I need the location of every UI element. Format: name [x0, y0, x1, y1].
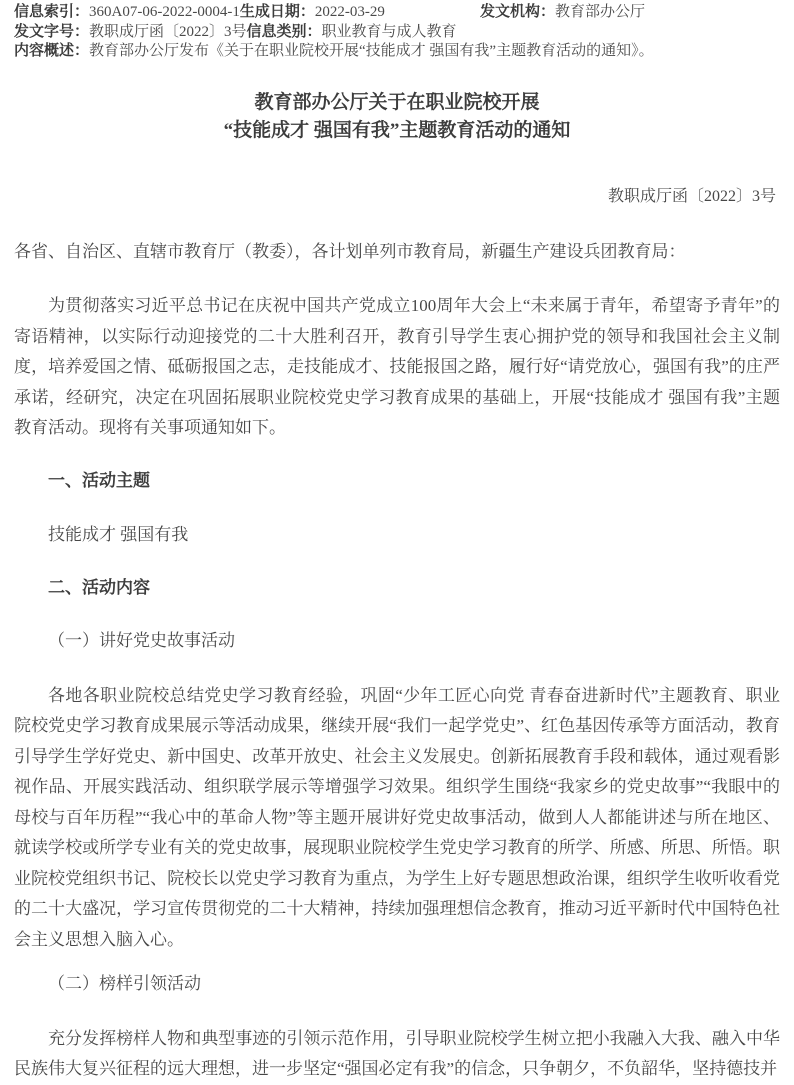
meta-label-info-index: 信息索引：	[14, 4, 90, 20]
paragraph-intro: 为贯彻落实习近平总书记在庆祝中国共产党成立100周年大会上“未来属于青年，希望寄予青年”的寄语精神，以实际行动迎接党的二十大胜利召开，教育引导学生衷心拥护党的领导和我国社会主义制度，培养爱国之情、砥砺报国之志，走技能成才、技能报国之路，履行好“请党放心，强国有我”的庄严承诺，经研究，决定在巩固拓展职业院校党史学习教育成果的基础上，开展“技能成才 强国有我”主题教育活动。现将有关事项通知如下。	[14, 296, 780, 437]
meta-value-doc-number: 教职成厅函〔2022〕3号	[89, 23, 247, 40]
paragraph-party-history: 各地各职业院校总结党史学习教育经验，巩固“少年工匠心向党 青春奋进新时代”主题教育、职业院校党史学习教育成果展示等活动成果，继续开展“我们一起学党史”、红色基因传承等方面活动，教育引导学生学好党史、新中国史、改革开放史、社会主义发展史。创新拓展教育手段和载体，通过观看影视作品、开展实践活动、组织联学展示等增强学习效果。组织学生围绕“我家乡的党史故事”“我眼中的母校与百年历程”“我心中的革命人物”等主题开展讲好党史故事活动，做到人人都能讲述与所在地区、就读学校或所学专业有关的党史故事，展现职业院校学生党史学习教育的所学、所感、所思、所悟。职业院校党组织书记、院校长以党史学习教育为重点，为学生上好专题思想政治课，组织学生收听收看党的二十大盛况，学习宣传贯彻党的二十大精神，持续加强理想信念教育，推动习近平新时代中国特色社会主义思想入脑入心。	[14, 685, 780, 949]
document-number: 教职成厅函〔2022〕3号	[607, 187, 776, 205]
meta-label-generate-date: 生成日期：	[239, 4, 315, 20]
meta-value-issuing-agency: 教育部办公厅	[555, 4, 646, 20]
document-meta	[14, 3, 780, 62]
section-heading-activity-theme: 一、活动主题	[48, 470, 150, 490]
meta-label-content-summary: 内容概述：	[14, 43, 90, 59]
document-title-line-2: “技能成才 强国有我”主题教育活动的通知	[223, 119, 571, 141]
paragraph-role-models: 充分发挥榜样人物和典型事迹的引领示范作用，引导职业院校学生树立把小我融入大我、融入中华民族伟大复兴征程的远大理想，进一步坚定“强国必定有我”的信念，只争朝夕，不负韶华，坚持德技并	[14, 1028, 780, 1078]
theme-text: 技能成才 强国有我	[48, 525, 189, 544]
meta-agency-group	[480, 3, 645, 23]
meta-label-doc-number: 发文字号：	[14, 23, 90, 40]
meta-label-info-category: 信息类别：	[246, 23, 322, 40]
salutation: 各省、自治区、直辖市教育厅（教委），各计划单列市教育局，新疆生产建设兵团教育局：	[14, 241, 686, 261]
meta-value-info-category: 职业教育与成人教育	[321, 23, 457, 40]
meta-label-issuing-agency: 发文机构：	[480, 4, 556, 20]
meta-value-info-index: 360A07-06-2022-0004-1	[89, 4, 240, 20]
document-title	[14, 89, 780, 145]
meta-value-content-summary: 教育部办公厅发布《关于在职业院校开展“技能成才 强国有我”主题教育活动的通知》。	[89, 43, 654, 59]
meta-row-2	[14, 23, 780, 43]
meta-value-generate-date: 2022-03-29	[314, 4, 385, 20]
subsection-heading-party-history: （一）讲好党史故事活动	[48, 631, 235, 650]
meta-row-1	[14, 3, 780, 23]
meta-row-3	[14, 42, 780, 62]
section-heading-activity-content: 二、活动内容	[48, 577, 150, 597]
subsection-heading-role-models: （二）榜样引领活动	[48, 974, 201, 993]
document-title-line-1: 教育部办公厅关于在职业院校开展	[254, 91, 540, 113]
